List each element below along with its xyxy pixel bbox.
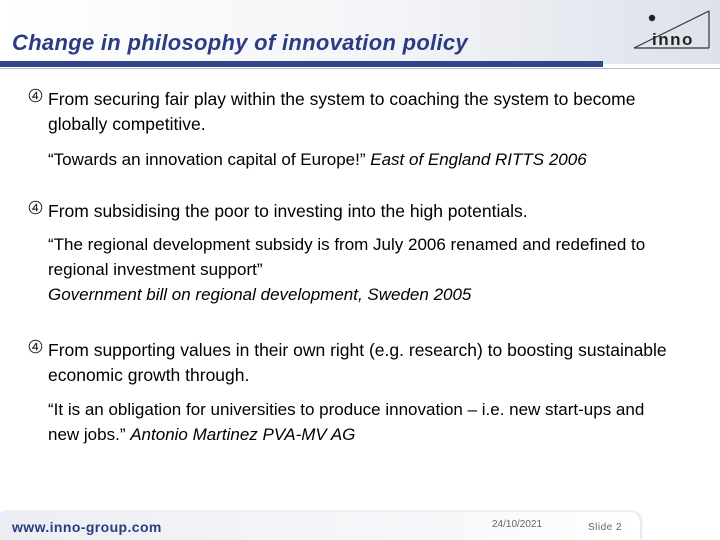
- header-rule-thin: [0, 68, 720, 69]
- header-rule: [0, 61, 603, 67]
- quote-text: “The regional development subsidy is from July 2006 renamed and redefined to regional investment support”: [48, 235, 646, 279]
- quote-text: “Towards an innovation capital of Europe!”: [48, 150, 366, 169]
- quote-source: East of England RITTS 2006: [370, 150, 587, 169]
- quote-source: Government bill on regional development, Sweden 2005: [48, 285, 472, 304]
- quote-text: “It is an obligation for universities to produce innovation – i.e. new start-ups and new jobs.”: [48, 400, 645, 444]
- inno-logo-mark: [630, 8, 712, 58]
- bullet-text: From subsidising the poor to investing into the high potentials.: [48, 201, 528, 221]
- quote-source: Antonio Martinez PVA-MV AG: [130, 425, 356, 444]
- slide-number: Slide 2: [588, 522, 623, 533]
- inno-logo: [630, 8, 712, 58]
- circled-4-bullet-icon: [28, 200, 43, 215]
- quote-3: [48, 397, 673, 447]
- logo-text: inno: [652, 30, 694, 49]
- circled-4-bullet-icon: [28, 339, 43, 354]
- footer-url-link[interactable]: www.inno-group.com: [12, 519, 162, 535]
- footer-date: 24/10/2021: [492, 519, 543, 530]
- quote-2: [48, 232, 648, 307]
- quote-1: [48, 147, 698, 172]
- bullet-text: From securing fair play within the system to coaching the system to become globally competitive.: [48, 89, 636, 134]
- page-title: Change in philosophy of innovation policy: [12, 30, 468, 55]
- circled-4-bullet-icon: [28, 88, 43, 103]
- bullet-text: From supporting values in their own right (e.g. research) to boosting sustainable economic growth through.: [48, 340, 667, 385]
